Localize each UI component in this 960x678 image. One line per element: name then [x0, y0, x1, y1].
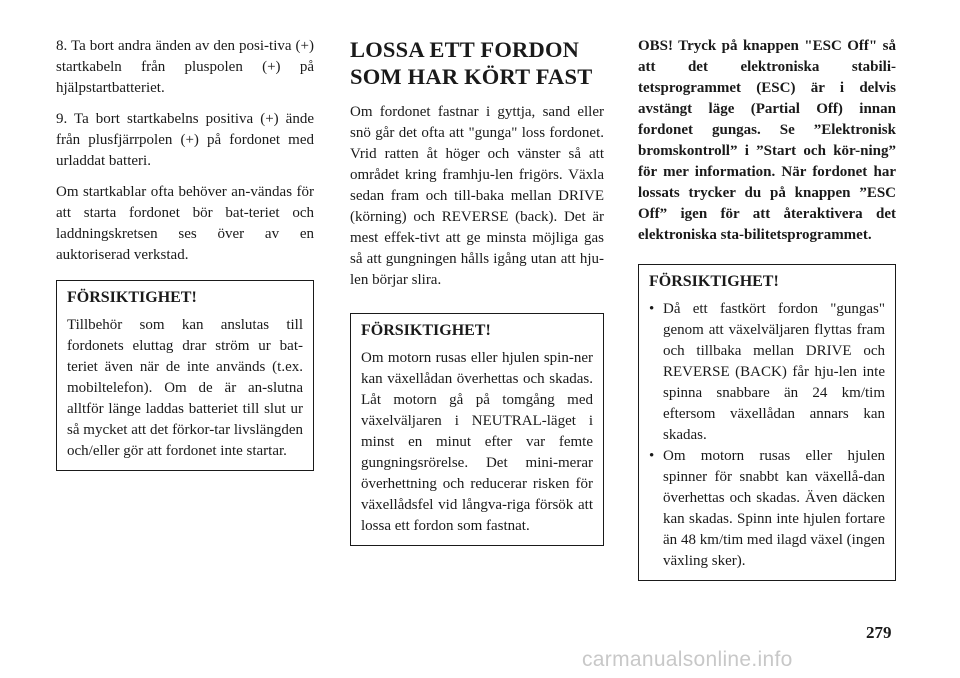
- bullet-icon: •: [649, 301, 655, 317]
- caution-item-text: Om motorn rusas eller hjulen spinner för snabbt kan växellå-dan överhettas och skadas. Även däcken kan skadas. Spinn inte hjulen fortare än 48 km/tim med ilagd växel (ingen växling sker).: [663, 448, 885, 569]
- jump-start-advice-text: Om startkablar ofta behöver an-vändas för att starta fordonet bör bat-teriet och laddningskretsen ses över av en auktoriserad verkstad.: [56, 184, 314, 263]
- watermark-text: carmanualsonline.info: [582, 648, 793, 671]
- rocking-vehicle-text: Om fordonet fastnar i gyttja, sand eller snö går det ofta att "gunga" loss fordonet. Vrid ratten åt höger och vänster så att området kring framhju-len frigörs. Växla sedan fram och till-baka mellan DRIVE (körning) och REVERSE (back). Det är mest effek-tivt att ge minsta möjliga gas så att gungningen hålls igång utan att hju-len börjar slira.: [350, 104, 604, 288]
- esc-note-text: OBS! Tryck på knappen "ESC Off" så att det elektroniska stabili-tetsprogrammet (ESC) är i delvis avstängt läge (Partial Off) innan fordonet gungas. Se ”Elektronisk bromskontroll” i ”Start och kör-ning” för mer information. När fordonet har lossats trycker du på knappen ”ESC Off” igen för att återaktivera det elektroniska sta-bilitetsprogrammet.: [638, 38, 896, 243]
- caution-title: FÖRSIKTIGHET!: [67, 289, 197, 306]
- section-heading: [350, 36, 604, 90]
- step-8-text: 8. Ta bort andra änden av den posi-tiva (+) startkabeln från pluspolen (+) på hjälpstartbatteriet.: [56, 38, 314, 96]
- middle-column: [350, 36, 604, 546]
- caution-box-speed: [638, 264, 896, 581]
- page-number: 279: [866, 623, 892, 642]
- step-9-text: 9. Ta bort startkabelns positiva (+) ände från plusfjärrpolen (+) på fordonet med urladdat batteri.: [56, 111, 314, 169]
- caution-box-accessories: [56, 280, 314, 471]
- caution-box-engine: [350, 313, 604, 546]
- caution-item-text: Då ett fastkört fordon "gungas" genom att växelväljaren flyttas fram och tillbaka mellan DRIVE och REVERSE (BACK) får hju-len inte spinna snabbare än 24 km/tim eftersom växellådan annars kan skadas.: [663, 301, 885, 443]
- caution-title: FÖRSIKTIGHET!: [649, 273, 779, 290]
- caution-list-item: [649, 299, 885, 446]
- right-column: [638, 36, 896, 581]
- section-heading-line-1: LOSSA ETT FORDON: [350, 37, 580, 62]
- caution-title: FÖRSIKTIGHET!: [361, 322, 491, 339]
- section-heading-line-2: SOM HAR KÖRT FAST: [350, 64, 593, 89]
- left-column: [56, 36, 314, 471]
- bullet-icon: •: [649, 448, 655, 464]
- caution-text: Tillbehör som kan anslutas till fordonets eluttag drar ström ur bat-teriet även när de inte används (t.ex. mobiltelefon). Om de är an-slutna alltför länge laddas batteriet till slut ur så mycket att det förkor-tar livslängden och/eller gör att fordonet inte startar.: [67, 317, 303, 459]
- caution-list: [649, 299, 885, 572]
- caution-list-item: [649, 446, 885, 572]
- caution-text: Om motorn rusas eller hjulen spin-ner kan växellådan överhettas och skadas. Låt motorn gå på tomgång med växelväljaren i NEUTRAL-läget i minst en minut efter var femte gungningsrörelse. Det mini-merar överhettning och reducerar risken för växellådsfel vid långva-riga försök att lossa ett fordon som fastnat.: [361, 350, 593, 534]
